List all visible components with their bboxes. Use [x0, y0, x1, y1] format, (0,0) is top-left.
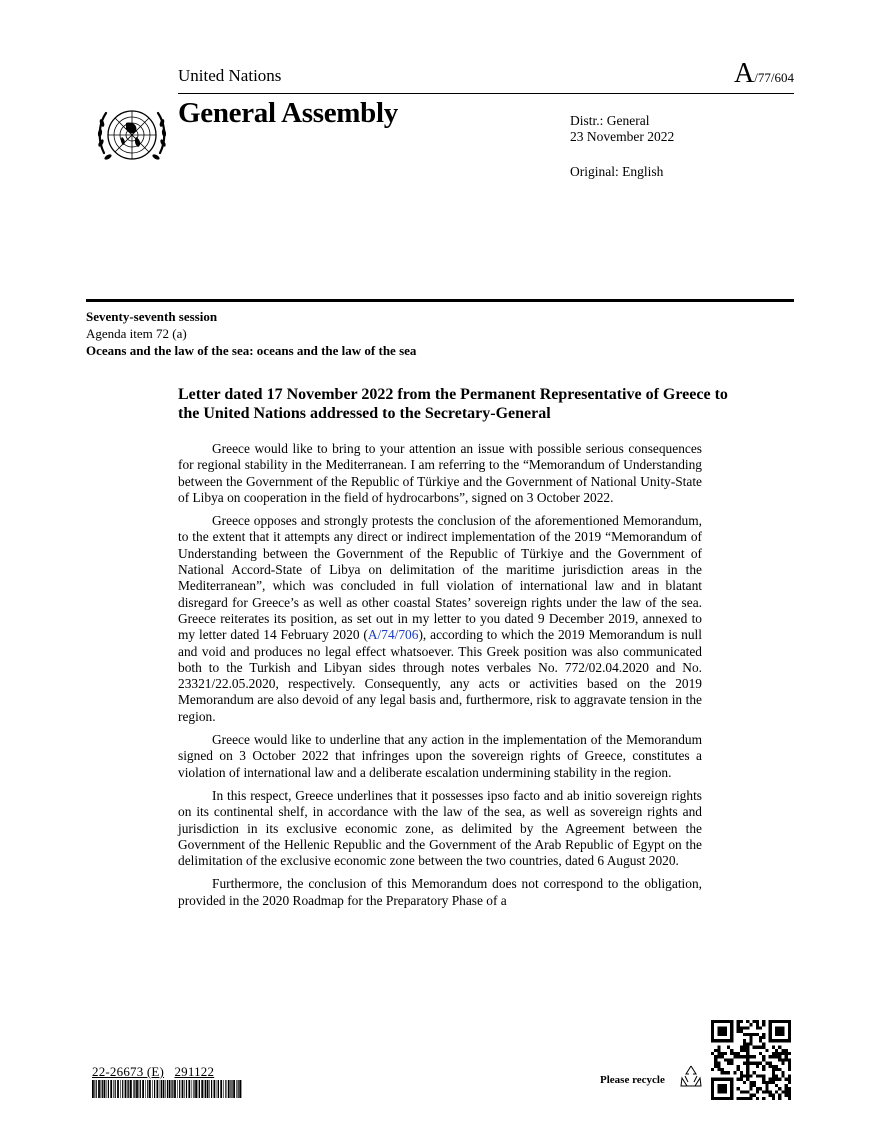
- doc-number-date: 291122: [174, 1064, 215, 1079]
- paragraph-2-text-a: Greece opposes and strongly protests the conclusion of the aforementioned Memorandum, to the extent that it attempts any direct or indirect implementation of the 2019 “Memorandum of Understanding between the Government of the Republic of Türkiye and the Government of National Accord-State of Libya on delimitation of the maritime jurisdiction areas in the Mediterranean”, which was concluded in full violation of international law and in blatant disregard for Greece’s as well as other coastal States’ sovereign rights under the law of the sea. Greece reiterates its position, as set out in my letter to you dated 9 December 2019, annexed to my letter dated 14 February 2020 (: [178, 513, 702, 643]
- qr-code-icon: [711, 1020, 791, 1100]
- symbol-prefix: A: [734, 58, 755, 89]
- distribution-block: [570, 113, 674, 145]
- paragraph-1: Greece would like to bring to your attention an issue with possible serious consequences for regional stability in the Mediterranean. I am referring to the “Memorandum of Understanding between the Government of the Republic of Türkiye and the Government of National Unity-State of Libya on cooperation in the field of hydrocarbons”, signed on 3 October 2022.: [178, 441, 702, 505]
- session-block: [86, 308, 416, 359]
- organization-name: United Nations: [178, 66, 282, 85]
- original-language: Original: English: [570, 164, 664, 179]
- paragraph-5: Furthermore, the conclusion of this Memorandum does not correspond to the obligation, provided in the 2020 Roadmap for the Preparatory Phase of a: [178, 876, 702, 908]
- document-date: 23 November 2022: [570, 129, 675, 144]
- paragraph-3: Greece would like to underline that any action in the implementation of the Memorandum signed on 3 October 2022 that infringes upon the sovereign rights of Greece, constitutes a violation of international law and a deliberate escalation undermining stability in the region.: [178, 732, 702, 780]
- header-rule: [178, 93, 794, 94]
- barcode-icon: [92, 1080, 242, 1098]
- document-link-a-74-706[interactable]: A/74/706: [367, 627, 419, 643]
- document-symbol: [734, 58, 794, 90]
- general-assembly-heading: General Assembly: [178, 97, 398, 129]
- letter-title: Letter dated 17 November 2022 from the Permanent Representative of Greece to the United Nations addressed to the Secretary-General: [178, 386, 728, 422]
- document-number: [92, 1064, 214, 1080]
- recycle-icon: [677, 1062, 705, 1090]
- paragraph-2: [178, 513, 702, 725]
- recycle-label: Please recycle: [600, 1074, 665, 1086]
- agenda-title: Oceans and the law of the sea: oceans and the law of the sea: [86, 343, 417, 358]
- doc-number-code: 22-26673 (E): [92, 1064, 165, 1079]
- session-name: Seventy-seventh session: [86, 309, 218, 324]
- paragraph-4: In this respect, Greece underlines that it possesses ipso facto and ab initio sovereign rights on its continental shelf, in accordance with the law of the sea, as well as sovereign rights and jurisdiction in its exclusive economic zone, as delimited by the Agreement between the Government of the Hellenic Republic and the Government of the Arab Republic of Egypt on the delimitation of the exclusive economic zone between the two countries, dated 6 August 2020.: [178, 787, 702, 869]
- agenda-item: Agenda item 72 (a): [86, 326, 187, 341]
- symbol-suffix: /77/604: [754, 70, 794, 85]
- paragraph-2-text-b: ), according to which the 2019 Memorandum is null and void and produces no legal effect whatsoever. This Greek position was also communicated both to the Turkish and Libyan sides through notes verbales No. 772/02.04.2020 and No. 23321/22.05.2020, respectively. Consequently, any acts or activities based on the 2019 Memorandum are also devoid of any legal basis and, furthermore, risk to aggravate tension in the region.: [178, 627, 702, 724]
- un-emblem-icon: [92, 97, 172, 177]
- session-rule: [86, 299, 794, 302]
- distribution-text: Distr.: General: [570, 113, 650, 128]
- letter-body: [178, 441, 702, 916]
